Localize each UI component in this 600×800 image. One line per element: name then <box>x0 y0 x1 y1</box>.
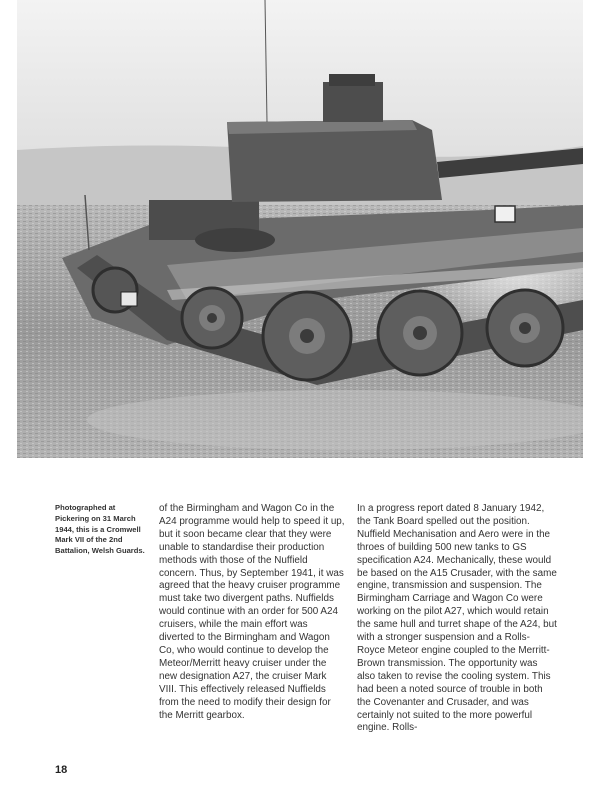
paragraph: of the Birmingham and Wagon Co in the A24 programme would help to speed it up, but it soon became clear that they were unable to standardise their production methods with those of the Nuffield concern. Thus, by September 1941, it was agreed that the heavy cruiser programme must take two divergent paths. Nuffields would continue with an order for 500 A24 cruisers, while the main effort was diverted to the Birmingham and Wagon Co, who would continue to develop the Meteor/Merritt heavy cruiser under the new designation A27, the cruiser Mark VIII. This effectively released Nuffields from the need to modify their design for the Merritt gearbox. <box>159 503 345 721</box>
tank-photo <box>17 0 583 458</box>
text-column-2 <box>357 503 557 735</box>
photo-caption: Photographed at Pickering on 31 March 1944, this is a Cromwell Mark VII of the 2nd Battalion, Welsh Guards. <box>55 503 145 556</box>
paragraph: In a progress report dated 8 January 1942, the Tank Board spelled out the position. Nuffield Mechanisation and Aero were in the throes of building 500 new tanks to GS specification A24. Mechanically, these would be based on the A15 Crusader, with the same engine, transmission and suspension. The Birmingham Carriage and Wagon Co were working on the pilot A27, which would retain the same hull and turret shape of the A24, but with a stronger suspension and a Rolls-Royce Meteor engine coupled to the Merritt-Brown transmission. The opportunity was also taken to revise the cooling system. This had been a noted source of trouble in both the Covenanter and Crusader, and was certainly not suited to the more powerful engine. Rolls- <box>357 503 557 734</box>
page-number: 18 <box>55 764 68 776</box>
text-column-1 <box>159 503 345 722</box>
